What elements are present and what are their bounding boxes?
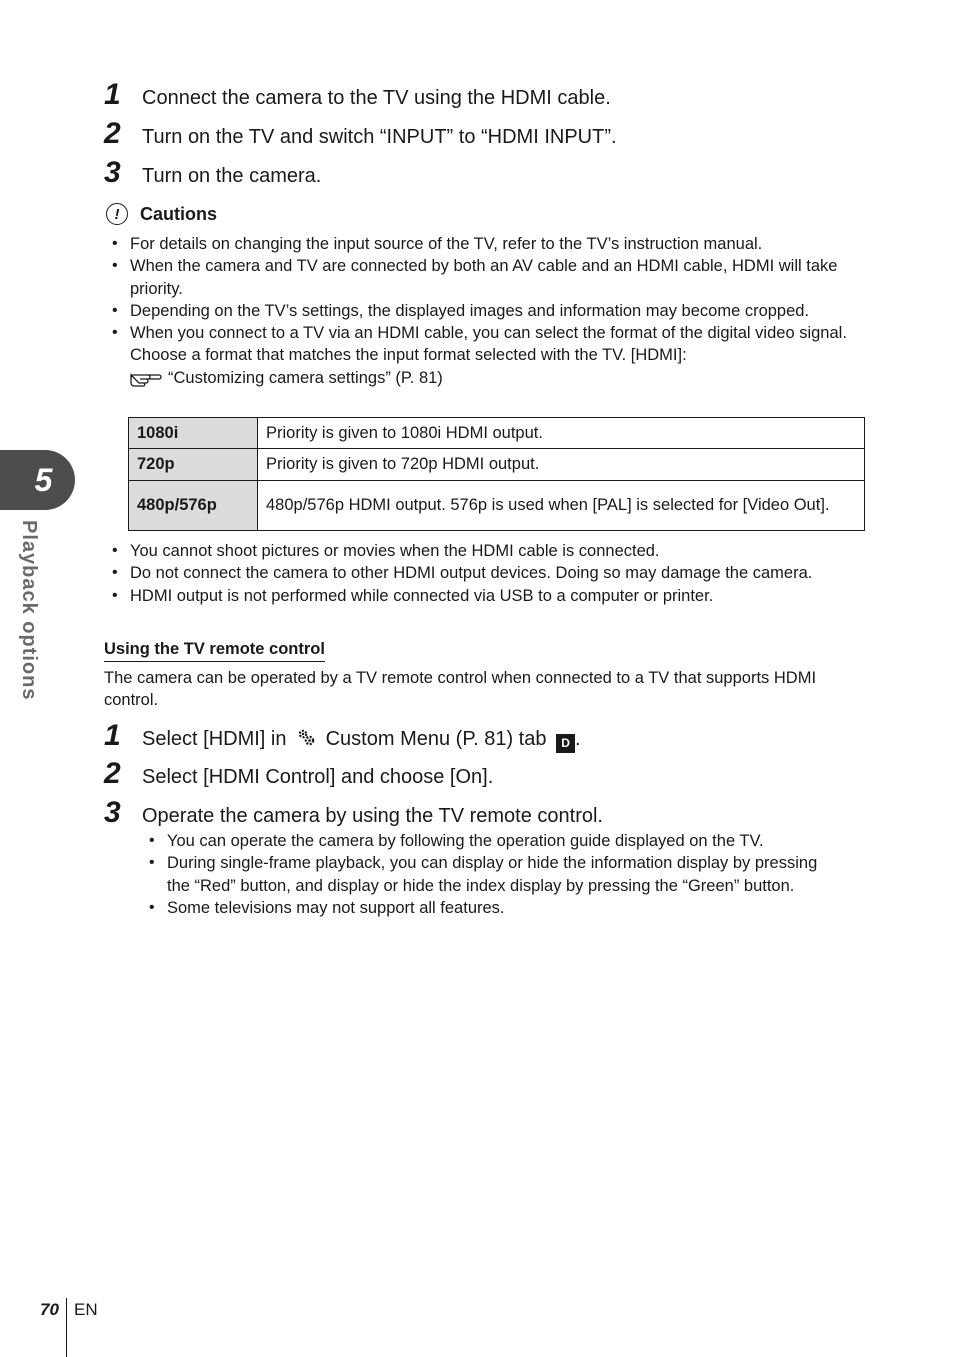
custom-menu-gear-icon <box>296 727 316 753</box>
remote-step-3 <box>104 798 603 828</box>
cautions-list <box>104 233 864 393</box>
caution-icon: ! <box>106 203 128 225</box>
step-text: Select [HDMI] in Custom Menu (P. 81) tab D . <box>142 727 581 753</box>
list-item: • You cannot shoot pictures or movies when the HDMI cable is connected. <box>112 542 660 560</box>
section-heading: Using the TV remote control <box>104 640 325 662</box>
cautions-heading <box>106 203 217 225</box>
table-row <box>129 418 865 449</box>
list-item: • Some televisions may not support all features. <box>149 898 505 917</box>
remote-step-1 <box>104 721 581 753</box>
hdmi-format-table <box>128 417 865 531</box>
table-value: 480p/576p HDMI output. 576p is used when [PAL] is selected for [Video Out]. <box>258 481 865 531</box>
list-item: • During single-frame playback, you can display or hide the information display by pressing the “Red” button, and display or hide the index display by pressing the “Green” button. <box>149 854 818 895</box>
step-number: 2 <box>104 757 121 790</box>
step-text: Turn on the TV and switch “INPUT” to “HDMI INPUT”. <box>142 126 617 148</box>
step-text: Turn on the camera. <box>142 165 322 187</box>
list-item: • Depending on the TV’s settings, the displayed images and information may become cropped. <box>112 301 810 320</box>
footer-divider <box>66 1298 67 1357</box>
remote-step-2 <box>104 759 493 789</box>
list-item: • HDMI output is not performed while connected via USB to a computer or printer. <box>112 586 714 605</box>
remote-notes-list <box>141 830 841 919</box>
step-number: 1 <box>104 719 121 752</box>
step-text: Connect the camera to the TV using the HDMI cable. <box>142 87 611 109</box>
list-item: • You can operate the camera by following the operation guide displayed on the TV. <box>149 832 764 850</box>
step-number: 2 <box>104 117 121 150</box>
chapter-number: 5 <box>34 461 53 498</box>
list-item: • Do not connect the camera to other HDMI output devices. Doing so may damage the camera. <box>112 564 813 583</box>
cautions-label: Cautions <box>140 203 218 224</box>
table-value: Priority is given to 1080i HDMI output. <box>258 418 865 449</box>
step-number: 1 <box>104 78 121 111</box>
table-key: 480p/576p <box>129 481 258 531</box>
step-3 <box>104 158 321 188</box>
step-text: Operate the camera by using the TV remote control. <box>142 805 603 827</box>
step-2 <box>104 119 617 149</box>
list-item: • When you connect to a TV via an HDMI cable, you can select the format of the digital video signal. Choose a format that matches the input format selected with the TV. [HDMI]: “Customizing camera settings” (P. 81) <box>104 322 864 393</box>
chapter-tab <box>0 450 75 510</box>
page-footer <box>40 1300 59 1320</box>
page-number: 70 <box>40 1300 59 1319</box>
pointing-hand-icon <box>130 369 162 393</box>
reference-text: “Customizing camera settings” (P. 81) <box>168 368 443 387</box>
table-row <box>129 481 865 531</box>
table-row <box>129 449 865 481</box>
list-item: • When the camera and TV are connected by both an AV cable and an HDMI cable, HDMI will take priority. <box>112 257 838 298</box>
table-value: Priority is given to 720p HDMI output. <box>258 449 865 481</box>
table-key: 1080i <box>129 418 258 449</box>
hdmi-notes-list <box>104 540 864 607</box>
step-text: Select [HDMI Control] and choose [On]. <box>142 766 494 788</box>
table-key: 720p <box>129 449 258 481</box>
step-1 <box>104 80 611 110</box>
tab-d-icon: D <box>556 734 575 753</box>
section-paragraph: The camera can be operated by a TV remote control when connected to a TV that supports HDMI control. <box>104 669 817 710</box>
list-item: • For details on changing the input source of the TV, refer to the TV’s instruction manual. <box>112 235 763 253</box>
chapter-label: Playback options <box>18 520 40 701</box>
step-number: 3 <box>104 156 121 189</box>
language-code: EN <box>74 1300 98 1319</box>
step-number: 3 <box>104 796 121 829</box>
